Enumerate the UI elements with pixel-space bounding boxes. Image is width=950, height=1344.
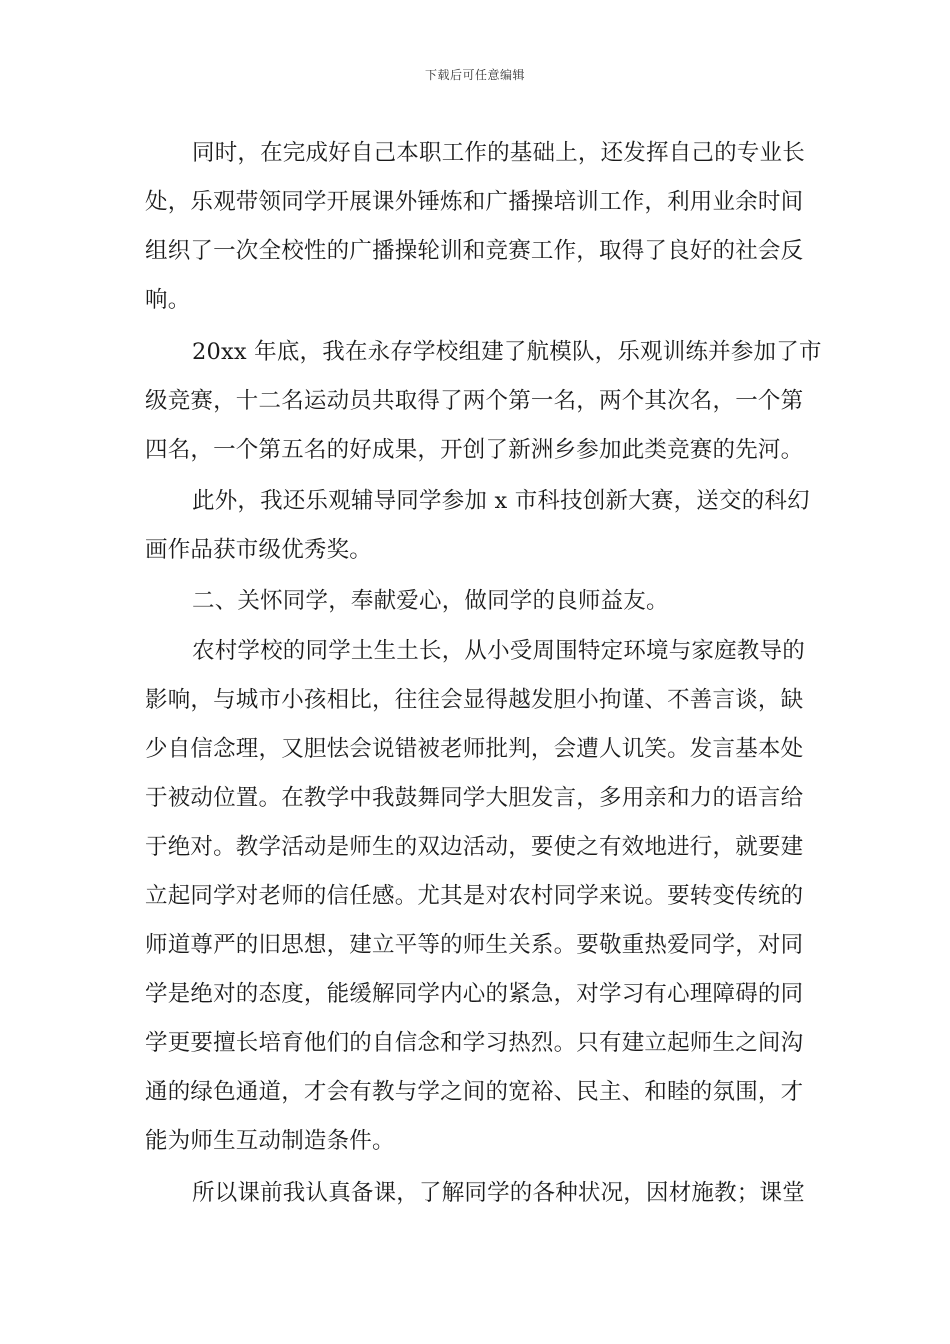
paragraph-line: 立起同学对老师的信任感。尤其是对农村同学来说。要转变传统的: [145, 883, 804, 909]
paragraph-line: 响。: [145, 287, 191, 313]
section-heading: 二、关怀同学，奉献爱心，做同学的良师益友。: [192, 588, 669, 614]
paragraph-line: 影响，与城市小孩相比，往往会显得越发胆小拘谨、不善言谈，缺: [145, 687, 804, 713]
paragraph-line: 能为师生互动制造条件。: [145, 1128, 395, 1154]
paragraph-line: 所以课前我认真备课，了解同学的各种状况，因材施教；课堂: [192, 1180, 805, 1206]
paragraph-line: 组织了一次全校性的广播操轮训和竞赛工作，取得了良好的社会反: [145, 238, 804, 264]
paragraph-line: 四名，一个第五名的好成果，开创了新洲乡参加此类竞赛的先河。: [145, 437, 804, 463]
paragraph-line: 于被动位置。在教学中我鼓舞同学大胆发言，多用亲和力的语言给: [145, 785, 804, 811]
paragraph-line: 20xx 年底，我在永存学校组建了航模队，乐观训练并参加了市: [192, 339, 822, 365]
paragraph-line: 级竞赛，十二名运动员共取得了两个第一名，两个其次名，一个第: [145, 388, 804, 414]
paragraph-line: 画作品获市级优秀奖。: [145, 537, 373, 563]
paragraph-line: 学是绝对的态度，能缓解同学内心的紧急，对学习有心理障碍的同: [145, 981, 804, 1007]
paragraph-line: 通的绿色通道，才会有教与学之间的宽裕、民主、和睦的氛围，才: [145, 1079, 804, 1105]
paragraph-line: 此外，我还乐观辅导同学参加 x 市科技创新大赛，送交的科幻: [192, 488, 810, 514]
paragraph-line: 学更要擅长培育他们的自信念和学习热烈。只有建立起师生之间沟: [145, 1030, 804, 1056]
header-note: 下载后可任意编辑: [424, 68, 525, 82]
paragraph-line: 同时，在完成好自己本职工作的基础上，还发挥自己的专业长: [192, 140, 805, 166]
paragraph-line: 师道尊严的旧思想，建立平等的师生关系。要敬重热爱同学，对同: [145, 932, 804, 958]
paragraph-line: 少自信念理，又胆怯会说错被老师批判，会遭人讥笑。发言基本处: [145, 736, 804, 762]
paragraph-line: 处，乐观带领同学开展课外锤炼和广播操培训工作，利用业余时间: [145, 189, 804, 215]
paragraph-line: 农村学校的同学土生土长，从小受周围特定环境与家庭教导的: [192, 638, 805, 664]
paragraph-line: 于绝对。教学活动是师生的双边活动，要使之有效地进行，就要建: [145, 834, 804, 860]
